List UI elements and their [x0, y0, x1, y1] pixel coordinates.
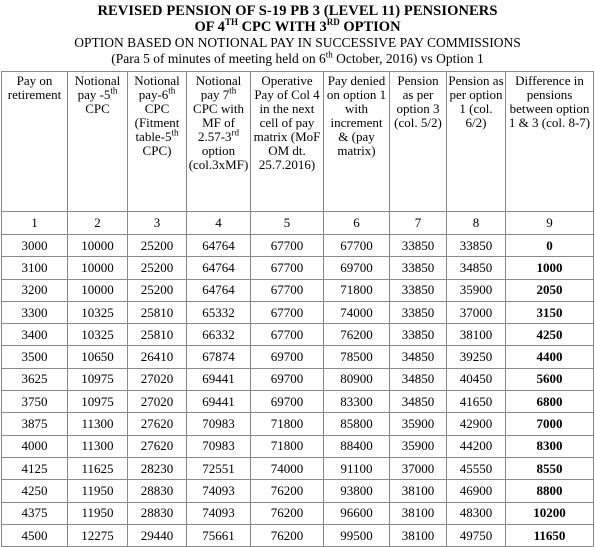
header-col-7-part-1: Pension as per option 3 (col. 5/2) [394, 73, 442, 130]
table-row [2, 413, 594, 435]
table-cell-col-1: 3000 [2, 235, 68, 257]
table-cell-col-5: 74000 [251, 457, 324, 479]
table-cell-col-1: 3500 [2, 346, 68, 368]
table-cell-col-6: 80900 [324, 368, 390, 390]
table-cell-col-5: 67700 [251, 324, 324, 346]
table-cell-col-3: 27020 [128, 368, 187, 390]
header-col-3-part-2: th [168, 85, 176, 96]
header-col-4-part-2: th [229, 85, 237, 96]
table-cell-col-9: 4400 [506, 346, 594, 368]
column-number-3: 3 [128, 212, 187, 235]
table-row [2, 324, 594, 346]
table-cell-col-3: 27620 [128, 413, 187, 435]
table-cell-col-4: 67874 [187, 346, 251, 368]
column-number-8: 8 [447, 212, 506, 235]
title-line-2-sup2: RD [326, 17, 340, 28]
table-row [2, 391, 594, 413]
header-col-3 [128, 72, 187, 212]
table-cell-col-9: 3150 [506, 301, 594, 323]
table-cell-col-8: 39250 [447, 346, 506, 368]
table-cell-col-8: 38100 [447, 324, 506, 346]
table-cell-col-7: 38100 [390, 524, 447, 546]
table-cell-col-3: 27020 [128, 391, 187, 413]
header-col-3-part-1: Notional pay-6 [134, 73, 180, 102]
table-cell-col-6: 67700 [324, 235, 390, 257]
table-cell-col-1: 4000 [2, 435, 68, 457]
table-cell-col-4: 70983 [187, 413, 251, 435]
table-cell-col-8: 37000 [447, 301, 506, 323]
table-row [2, 235, 594, 257]
header-col-4-part-3: CPC with MF of 2.57-3 [193, 101, 244, 144]
table-cell-col-4: 64764 [187, 279, 251, 301]
table-cell-col-8: 40450 [447, 368, 506, 390]
table-cell-col-8: 34850 [447, 257, 506, 279]
table-cell-col-7: 38100 [390, 480, 447, 502]
table-cell-col-4: 74093 [187, 502, 251, 524]
table-cell-col-9: 1000 [506, 257, 594, 279]
table-cell-col-9: 8800 [506, 480, 594, 502]
header-col-9-part-1: Difference in pensions between option 1 & 3 (col. 8-7) [508, 73, 591, 130]
table-cell-col-9: 11650 [506, 524, 594, 546]
table-cell-col-2: 11300 [68, 435, 128, 457]
table-cell-col-8: 33850 [447, 235, 506, 257]
table-cell-col-4: 70983 [187, 435, 251, 457]
table-row [2, 368, 594, 390]
header-col-9 [506, 72, 594, 212]
table-cell-col-9: 7000 [506, 413, 594, 435]
table-cell-col-5: 67700 [251, 279, 324, 301]
table-cell-col-7: 37000 [390, 457, 447, 479]
table-row [2, 457, 594, 479]
table-cell-col-7: 34850 [390, 391, 447, 413]
table-cell-col-8: 42900 [447, 413, 506, 435]
table-cell-col-5: 67700 [251, 235, 324, 257]
title-line-2-pre: OF 4 [194, 19, 225, 35]
table-cell-col-1: 3400 [2, 324, 68, 346]
table-cell-col-7: 34850 [390, 368, 447, 390]
table-cell-col-7: 33850 [390, 324, 447, 346]
table-cell-col-6: 74000 [324, 301, 390, 323]
table-cell-col-5: 76200 [251, 480, 324, 502]
table-cell-col-6: 78500 [324, 346, 390, 368]
table-cell-col-2: 10000 [68, 257, 128, 279]
title-line-2-post: OPTION [339, 19, 401, 35]
table-cell-col-2: 10975 [68, 391, 128, 413]
table-cell-col-3: 28230 [128, 457, 187, 479]
table-cell-col-7: 34850 [390, 346, 447, 368]
table-cell-col-8: 46900 [447, 480, 506, 502]
title-line-2 [0, 19, 595, 35]
table-cell-col-2: 10650 [68, 346, 128, 368]
column-number-7: 7 [390, 212, 447, 235]
table-cell-col-2: 10975 [68, 368, 128, 390]
table-cell-col-7: 35900 [390, 435, 447, 457]
table-cell-col-7: 33850 [390, 257, 447, 279]
table-cell-col-9: 6800 [506, 391, 594, 413]
table-cell-col-4: 69441 [187, 368, 251, 390]
title-line-1: REVISED PENSION OF S-19 PB 3 (LEVEL 11) PENSIONERS [97, 3, 498, 19]
title-line-2-sup1: TH [224, 17, 238, 28]
table-cell-col-5: 67700 [251, 301, 324, 323]
table-row [2, 257, 594, 279]
table-cell-col-4: 72551 [187, 457, 251, 479]
table-cell-col-2: 10325 [68, 324, 128, 346]
table-cell-col-4: 64764 [187, 257, 251, 279]
table-cell-col-2: 11300 [68, 413, 128, 435]
header-col-8 [447, 72, 506, 212]
table-row [2, 435, 594, 457]
table-cell-col-6: 83300 [324, 391, 390, 413]
table-cell-col-6: 91100 [324, 457, 390, 479]
table-cell-col-2: 10325 [68, 301, 128, 323]
table-cell-col-5: 69700 [251, 346, 324, 368]
header-col-3-part-3: CPC (Fitment table-5 [134, 101, 180, 144]
table-cell-col-9: 0 [506, 235, 594, 257]
table-cell-col-7: 33850 [390, 235, 447, 257]
title-line-2-mid: CPC WITH 3 [237, 19, 327, 35]
table-cell-col-8: 45550 [447, 457, 506, 479]
header-col-6 [324, 72, 390, 212]
header-col-3-part-5: CPC) [142, 143, 172, 158]
column-number-2: 2 [68, 212, 128, 235]
table-cell-col-6: 88400 [324, 435, 390, 457]
table-cell-col-5: 67700 [251, 257, 324, 279]
header-col-1-part-1: Pay on retirement [7, 73, 62, 102]
table-cell-col-6: 69700 [324, 257, 390, 279]
header-col-2-part-3: CPC [85, 101, 110, 116]
table-cell-col-9: 4250 [506, 324, 594, 346]
table-row [2, 301, 594, 323]
table-cell-col-1: 3200 [2, 279, 68, 301]
header-col-5 [251, 72, 324, 212]
subtitle-line-4-post: October, 2016) vs Option 1 [332, 51, 484, 66]
table-cell-col-9: 10200 [506, 502, 594, 524]
table-cell-col-3: 29440 [128, 524, 187, 546]
table-cell-col-3: 25810 [128, 324, 187, 346]
header-col-4-part-4: rd [231, 127, 240, 138]
table-cell-col-6: 76200 [324, 324, 390, 346]
table-row [2, 524, 594, 546]
table-cell-col-2: 11625 [68, 457, 128, 479]
table-cell-col-7: 35900 [390, 413, 447, 435]
header-col-4-part-1: Notional pay 7 [195, 73, 242, 102]
header-col-4 [187, 72, 251, 212]
table-cell-col-6: 96600 [324, 502, 390, 524]
table-cell-col-6: 99500 [324, 524, 390, 546]
table-cell-col-5: 69700 [251, 368, 324, 390]
table-cell-col-8: 44200 [447, 435, 506, 457]
table-cell-col-1: 4125 [2, 457, 68, 479]
table-cell-col-4: 69441 [187, 391, 251, 413]
table-cell-col-6: 71800 [324, 279, 390, 301]
table-cell-col-1: 3100 [2, 257, 68, 279]
subtitle-line-4-sup: th [325, 49, 333, 60]
table-cell-col-5: 76200 [251, 502, 324, 524]
pension-table [1, 71, 594, 547]
table-cell-col-7: 33850 [390, 279, 447, 301]
table-cell-col-6: 85800 [324, 413, 390, 435]
table-cell-col-3: 27620 [128, 435, 187, 457]
header-col-1 [2, 72, 68, 212]
table-cell-col-3: 26410 [128, 346, 187, 368]
table-cell-col-3: 28830 [128, 502, 187, 524]
subtitle-line-4 [0, 51, 595, 67]
table-cell-col-3: 25200 [128, 235, 187, 257]
table-row [2, 279, 594, 301]
table-cell-col-2: 10000 [68, 235, 128, 257]
column-number-1: 1 [2, 212, 68, 235]
table-body [2, 72, 594, 547]
table-cell-col-2: 10000 [68, 279, 128, 301]
table-cell-col-8: 41650 [447, 391, 506, 413]
table-cell-col-9: 8550 [506, 457, 594, 479]
column-number-4: 4 [187, 212, 251, 235]
table-row [2, 346, 594, 368]
table-cell-col-5: 71800 [251, 413, 324, 435]
column-number-row [2, 212, 594, 235]
header-col-7 [390, 72, 447, 212]
header-col-5-part-1: Operative Pay of Col 4 in the next cell of pay matrix (MoF OM dt. 25.7.2016) [253, 73, 321, 172]
table-row [2, 480, 594, 502]
table-cell-col-1: 4500 [2, 524, 68, 546]
table-cell-col-9: 2050 [506, 279, 594, 301]
table-cell-col-5: 76200 [251, 524, 324, 546]
table-cell-col-1: 4250 [2, 480, 68, 502]
header-col-6-part-1: Pay denied on option 1 with increment & (pay matrix) [326, 73, 387, 158]
table-cell-col-9: 8300 [506, 435, 594, 457]
column-number-6: 6 [324, 212, 390, 235]
subtitle-line-3: OPTION BASED ON NOTIONAL PAY IN SUCCESSIVE PAY COMMISSIONS [74, 35, 521, 50]
header-col-4-part-5: option (col.3xMF) [188, 143, 249, 172]
table-cell-col-2: 11950 [68, 502, 128, 524]
table-cell-col-2: 11950 [68, 480, 128, 502]
table-cell-col-3: 25200 [128, 279, 187, 301]
table-cell-col-9: 5600 [506, 368, 594, 390]
table-cell-col-4: 75661 [187, 524, 251, 546]
table-cell-col-7: 38100 [390, 502, 447, 524]
table-cell-col-4: 66332 [187, 324, 251, 346]
table-cell-col-1: 3625 [2, 368, 68, 390]
table-cell-col-7: 33850 [390, 301, 447, 323]
table-cell-col-5: 69700 [251, 391, 324, 413]
table-cell-col-8: 49750 [447, 524, 506, 546]
table-cell-col-4: 65332 [187, 301, 251, 323]
table-cell-col-3: 28830 [128, 480, 187, 502]
header-col-3-part-4: th [171, 127, 179, 138]
table-cell-col-2: 12275 [68, 524, 128, 546]
table-cell-col-4: 64764 [187, 235, 251, 257]
header-col-2-part-2: th [110, 85, 118, 96]
subtitle-line-4-pre: (Para 5 of minutes of meeting held on 6 [111, 51, 326, 66]
header-col-2 [68, 72, 128, 212]
column-number-9: 9 [506, 212, 594, 235]
table-cell-col-8: 48300 [447, 502, 506, 524]
table-cell-col-1: 3875 [2, 413, 68, 435]
table-cell-col-3: 25810 [128, 301, 187, 323]
title-block [0, 0, 595, 67]
table-cell-col-3: 25200 [128, 257, 187, 279]
column-number-5: 5 [251, 212, 324, 235]
header-col-2-part-1: Notional pay -5 [74, 73, 121, 102]
table-cell-col-6: 93800 [324, 480, 390, 502]
table-cell-col-1: 3750 [2, 391, 68, 413]
table-row [2, 502, 594, 524]
table-header-row [2, 72, 594, 212]
table-cell-col-4: 74093 [187, 480, 251, 502]
table-cell-col-5: 71800 [251, 435, 324, 457]
table-cell-col-1: 3300 [2, 301, 68, 323]
table-cell-col-8: 35900 [447, 279, 506, 301]
header-col-8-part-1: Pension as per option 1 (col. 6/2) [448, 73, 504, 130]
table-cell-col-1: 4375 [2, 502, 68, 524]
